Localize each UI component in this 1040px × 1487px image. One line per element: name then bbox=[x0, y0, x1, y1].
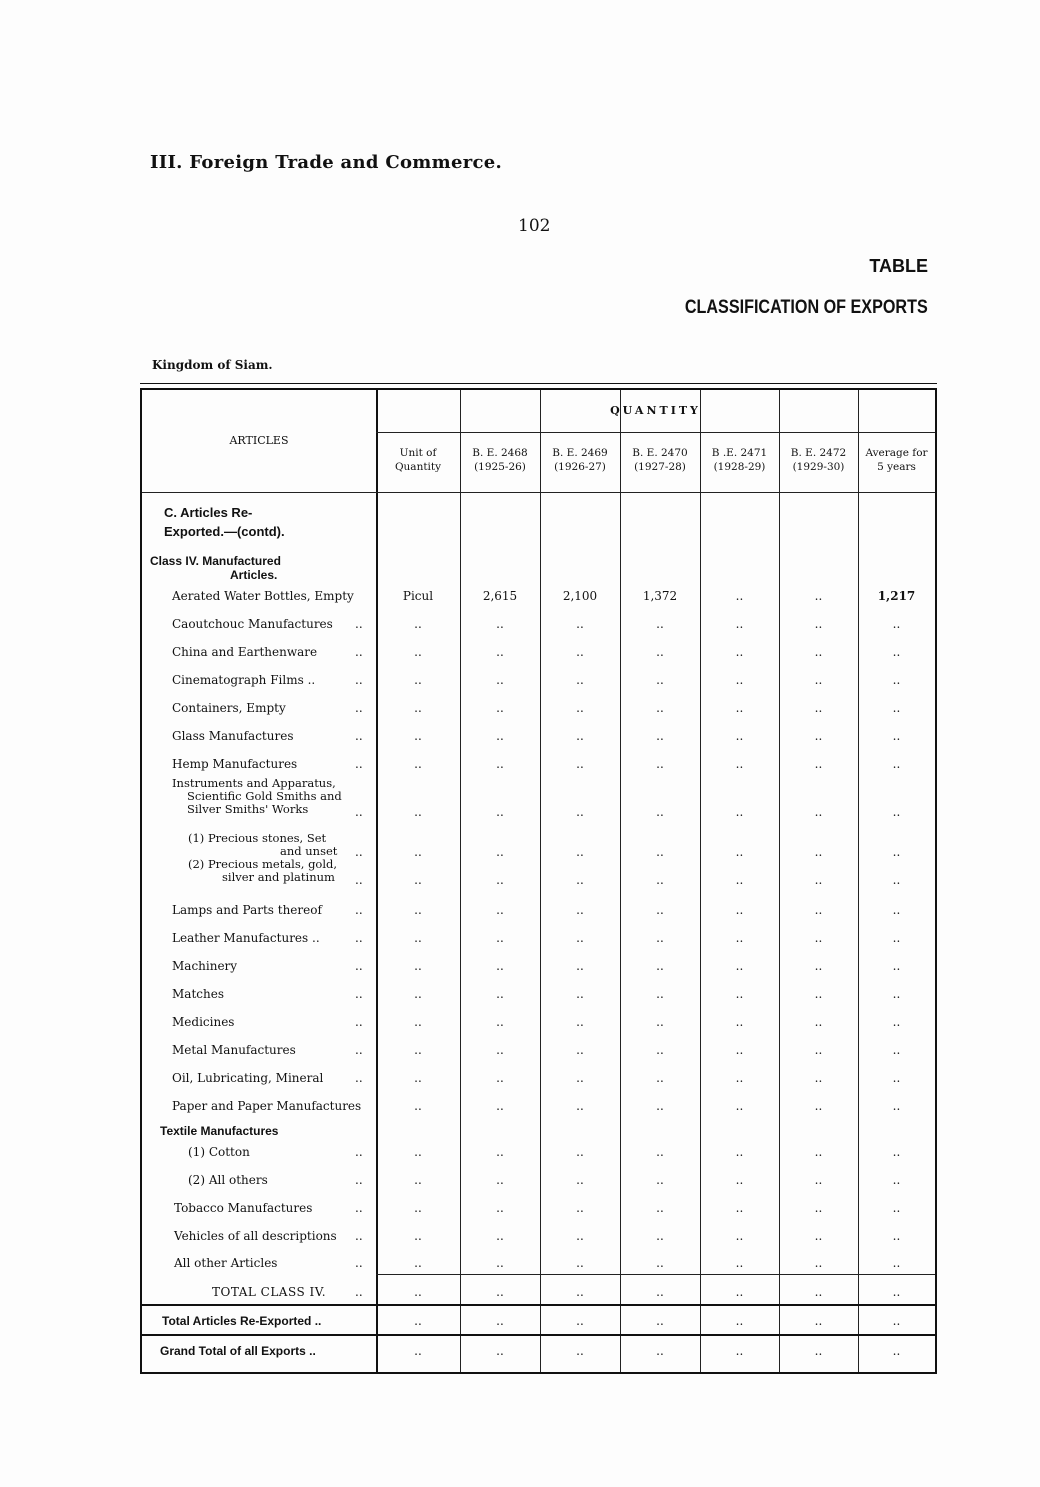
article-label: China and Earthenware bbox=[172, 645, 318, 659]
article-label: silver and platinum bbox=[222, 870, 335, 884]
quantity-cell: .. bbox=[735, 959, 744, 973]
quantity-cell: .. bbox=[735, 1145, 744, 1159]
quantity-cell: .. bbox=[892, 1099, 901, 1113]
quantity-cell: .. bbox=[576, 903, 584, 917]
textile-heading: Textile Manufactures bbox=[160, 1124, 279, 1138]
quantity-cell: .. bbox=[814, 617, 823, 631]
section-title: III. Foreign Trade and Commerce. bbox=[150, 152, 503, 173]
leader-dots: .. bbox=[355, 805, 363, 819]
quantity-cell: .. bbox=[814, 1043, 823, 1057]
quantity-cell: .. bbox=[735, 845, 744, 859]
quantity-cell: .. bbox=[735, 1071, 744, 1085]
quantity-cell: 2,615 bbox=[482, 589, 518, 603]
quantity-cell: .. bbox=[735, 1099, 744, 1113]
quantity-cell: .. bbox=[892, 1145, 901, 1159]
quantity-cell: .. bbox=[496, 617, 504, 631]
leader-dots: .. bbox=[355, 845, 363, 859]
quantity-cell: .. bbox=[735, 805, 744, 819]
quantity-cell: .. bbox=[576, 959, 584, 973]
quantity-cell: .. bbox=[892, 931, 901, 945]
article-label: Oil, Lubricating, Mineral bbox=[172, 1071, 324, 1085]
article-label: Silver Smiths' Works bbox=[187, 802, 309, 816]
leader-dots: .. bbox=[355, 903, 363, 917]
quantity-cell: .. bbox=[576, 1201, 584, 1215]
quantity-cell: .. bbox=[656, 1229, 664, 1243]
quantity-cell: .. bbox=[496, 1173, 504, 1187]
column-header: Unit of Quantity bbox=[394, 447, 442, 473]
quantity-cell: .. bbox=[414, 987, 422, 1001]
quantity-cell: .. bbox=[414, 1015, 422, 1029]
quantity-cell: .. bbox=[814, 645, 823, 659]
quantity-cell: .. bbox=[735, 757, 744, 771]
quantity-cell: .. bbox=[414, 701, 422, 715]
quantity-cell: .. bbox=[656, 1099, 664, 1113]
quantity-cell: .. bbox=[656, 987, 664, 1001]
leader-dots: .. bbox=[355, 959, 363, 973]
quantity-cell: .. bbox=[656, 645, 664, 659]
quantity-cell: .. bbox=[892, 1043, 901, 1057]
quantity-cell: .. bbox=[892, 903, 901, 917]
quantity-cell: .. bbox=[814, 1201, 823, 1215]
article-label: Instruments and Apparatus, bbox=[172, 776, 336, 790]
leader-dots: .. bbox=[355, 1173, 363, 1187]
quantity-cell: .. bbox=[735, 1173, 744, 1187]
table-label: TABLE bbox=[869, 256, 928, 276]
quantity-cell: .. bbox=[814, 959, 823, 973]
class-heading: Articles. bbox=[230, 568, 278, 582]
quantity-cell: .. bbox=[496, 805, 504, 819]
page-number: 102 bbox=[518, 216, 551, 236]
table-title: CLASSIFICATION OF EXPORTS bbox=[685, 297, 928, 318]
total-cell: .. bbox=[414, 1285, 422, 1299]
total-cell: .. bbox=[892, 1285, 901, 1299]
exports-table bbox=[140, 388, 937, 1374]
leader-dots: .. bbox=[355, 1229, 363, 1243]
quantity-cell: .. bbox=[814, 987, 823, 1001]
quantity-cell: .. bbox=[892, 673, 901, 687]
quantity-cell: .. bbox=[496, 1256, 504, 1270]
quantity-cell: .. bbox=[892, 1256, 901, 1270]
section-heading: Exported.—(contd). bbox=[164, 524, 285, 539]
quantity-cell: .. bbox=[414, 1229, 422, 1243]
quantity-cell: .. bbox=[496, 1043, 504, 1057]
quantity-cell: .. bbox=[576, 1043, 584, 1057]
class-heading: Class IV. Manufactured bbox=[150, 554, 281, 568]
quantity-cell: .. bbox=[576, 1099, 584, 1113]
quantity-cell: 2,100 bbox=[562, 589, 598, 603]
leader-dots: .. bbox=[355, 1015, 363, 1029]
grand-total-label: Grand Total of all Exports .. bbox=[160, 1344, 316, 1358]
article-label: Matches bbox=[172, 987, 224, 1001]
quantity-cell: .. bbox=[414, 1071, 422, 1085]
quantity-cell: .. bbox=[496, 729, 504, 743]
quantity-cell: .. bbox=[414, 959, 422, 973]
quantity-cell: .. bbox=[892, 845, 901, 859]
quantity-cell: .. bbox=[814, 1229, 823, 1243]
quantity-cell: .. bbox=[576, 873, 584, 887]
quantity-cell: .. bbox=[414, 845, 422, 859]
quantity-cell: .. bbox=[414, 873, 422, 887]
quantity-cell: .. bbox=[656, 931, 664, 945]
quantity-cell: .. bbox=[892, 729, 901, 743]
quantity-cell: .. bbox=[414, 617, 422, 631]
quantity-cell: .. bbox=[892, 987, 901, 1001]
quantity-cell: .. bbox=[814, 845, 823, 859]
section-heading: C. Articles Re- bbox=[164, 505, 253, 520]
column-header: Average for 5 years bbox=[865, 447, 928, 473]
article-label: (1) Cotton bbox=[188, 1145, 250, 1159]
quantity-cell: .. bbox=[576, 729, 584, 743]
total-cell: .. bbox=[414, 1344, 422, 1358]
article-label: Containers, Empty bbox=[172, 701, 286, 715]
quantity-cell: .. bbox=[496, 1145, 504, 1159]
total-reexported-label: Total Articles Re-Exported .. bbox=[162, 1314, 322, 1328]
leader-dots: .. bbox=[355, 617, 363, 631]
quantity-cell: .. bbox=[735, 729, 744, 743]
quantity-cell: .. bbox=[576, 1145, 584, 1159]
total-cell: .. bbox=[892, 1344, 901, 1358]
quantity-cell: .. bbox=[496, 931, 504, 945]
quantity-cell: .. bbox=[576, 987, 584, 1001]
quantity-cell: .. bbox=[814, 1145, 823, 1159]
quantity-cell: .. bbox=[814, 1256, 823, 1270]
quantity-cell: .. bbox=[576, 1173, 584, 1187]
header-rule bbox=[142, 492, 935, 493]
article-label: and unset bbox=[280, 844, 338, 858]
quantity-cell: .. bbox=[496, 1229, 504, 1243]
quantity-cell: .. bbox=[814, 873, 823, 887]
article-label: (2) All others bbox=[188, 1173, 268, 1187]
total-cell: .. bbox=[414, 1314, 422, 1328]
quantity-cell: .. bbox=[414, 729, 422, 743]
quantity-cell: .. bbox=[496, 873, 504, 887]
total-cell: .. bbox=[496, 1344, 504, 1358]
leader-dots: .. bbox=[355, 729, 363, 743]
article-label: Hemp Manufactures bbox=[172, 757, 298, 771]
quantity-cell: .. bbox=[576, 617, 584, 631]
total-rule bbox=[142, 1304, 935, 1306]
quantity-cell: .. bbox=[735, 701, 744, 715]
article-label: Leather Manufactures .. bbox=[172, 931, 320, 945]
column-header: B. E. 2469 (1926-27) bbox=[552, 447, 608, 473]
quantity-cell: .. bbox=[496, 1071, 504, 1085]
quantity-cell: .. bbox=[892, 1229, 901, 1243]
total-cell: .. bbox=[814, 1314, 823, 1328]
column-header: B. E. 2472 (1929-30) bbox=[790, 447, 847, 473]
total-cell: .. bbox=[656, 1314, 664, 1328]
total-cell: .. bbox=[892, 1314, 901, 1328]
quantity-cell: .. bbox=[496, 1201, 504, 1215]
quantity-cell: .. bbox=[414, 673, 422, 687]
leader-dots: .. bbox=[355, 931, 363, 945]
article-label: Vehicles of all descriptions bbox=[174, 1229, 337, 1243]
quantity-cell: .. bbox=[814, 673, 823, 687]
quantity-cell: .. bbox=[814, 931, 823, 945]
quantity-cell: .. bbox=[735, 1043, 744, 1057]
quantity-cell: .. bbox=[576, 845, 584, 859]
quantity-cell: .. bbox=[814, 1071, 823, 1085]
articles-header: ARTICLES bbox=[229, 434, 289, 447]
column-header: B. E. 2470 (1927-28) bbox=[632, 447, 688, 473]
column-header: B .E. 2471 (1928-29) bbox=[711, 447, 768, 473]
quantity-cell: .. bbox=[814, 805, 823, 819]
quantity-cell: .. bbox=[576, 805, 584, 819]
quantity-cell: .. bbox=[735, 673, 744, 687]
leader-dots: .. bbox=[355, 757, 363, 771]
quantity-cell: .. bbox=[656, 1043, 664, 1057]
quantity-cell: .. bbox=[735, 873, 744, 887]
quantity-cell: .. bbox=[735, 1229, 744, 1243]
leader-dots: .. bbox=[355, 1043, 363, 1057]
article-label: Scientific Gold Smiths and bbox=[187, 789, 342, 803]
quantity-cell: .. bbox=[892, 805, 901, 819]
leader-dots: .. bbox=[355, 1285, 363, 1299]
leader-dots: .. bbox=[355, 1201, 363, 1215]
total-cell: .. bbox=[735, 1285, 744, 1299]
article-label: Lamps and Parts thereof bbox=[172, 903, 322, 917]
column-header: B. E. 2468 (1925-26) bbox=[472, 447, 528, 473]
quantity-cell: .. bbox=[892, 617, 901, 631]
quantity-cell: .. bbox=[656, 701, 664, 715]
quantity-cell: .. bbox=[656, 1071, 664, 1085]
quantity-cell: .. bbox=[656, 1015, 664, 1029]
quantity-cell: .. bbox=[656, 673, 664, 687]
quantity-cell: .. bbox=[892, 701, 901, 715]
article-label: Medicines bbox=[172, 1015, 235, 1029]
quantity-cell: .. bbox=[735, 1256, 744, 1270]
quantity-cell: .. bbox=[414, 645, 422, 659]
total-cell: .. bbox=[656, 1344, 664, 1358]
quantity-cell: .. bbox=[814, 1173, 823, 1187]
quantity-cell: .. bbox=[576, 1256, 584, 1270]
quantity-cell: .. bbox=[656, 805, 664, 819]
total-cell: .. bbox=[496, 1314, 504, 1328]
quantity-cell: .. bbox=[656, 617, 664, 631]
quantity-cell: .. bbox=[735, 1015, 744, 1029]
total-cell: .. bbox=[814, 1344, 823, 1358]
quantity-cell: .. bbox=[414, 903, 422, 917]
total-cell: .. bbox=[496, 1285, 504, 1299]
quantity-cell: .. bbox=[496, 903, 504, 917]
quantity-cell: .. bbox=[414, 1043, 422, 1057]
quantity-cell: 1,372 bbox=[642, 589, 678, 603]
leader-dots: .. bbox=[355, 673, 363, 687]
quantity-cell: .. bbox=[656, 757, 664, 771]
total-cell: .. bbox=[576, 1285, 584, 1299]
quantity-cell: .. bbox=[414, 1145, 422, 1159]
quantity-cell: .. bbox=[814, 589, 823, 603]
quantity-cell: .. bbox=[892, 1071, 901, 1085]
quantity-cell: .. bbox=[656, 1256, 664, 1270]
quantity-cell: .. bbox=[735, 589, 744, 603]
quantity-cell: .. bbox=[414, 757, 422, 771]
quantity-cell: Picul bbox=[402, 589, 434, 603]
quantity-cell: .. bbox=[814, 757, 823, 771]
quantity-cell: .. bbox=[576, 1015, 584, 1029]
kingdom-label: Kingdom of Siam. bbox=[152, 358, 273, 372]
total-cell: .. bbox=[576, 1344, 584, 1358]
quantity-cell: .. bbox=[496, 845, 504, 859]
quantity-cell: .. bbox=[576, 701, 584, 715]
quantity-cell: .. bbox=[496, 959, 504, 973]
total-cell: .. bbox=[576, 1314, 584, 1328]
quantity-cell: .. bbox=[735, 645, 744, 659]
quantity-cell: .. bbox=[892, 873, 901, 887]
quantity-cell: 1,217 bbox=[877, 589, 916, 603]
total-class-label: TOTAL CLASS IV. bbox=[212, 1285, 327, 1299]
quantity-cell: .. bbox=[496, 673, 504, 687]
quantity-cell: .. bbox=[735, 931, 744, 945]
total-cell: .. bbox=[814, 1285, 823, 1299]
quantity-cell: .. bbox=[656, 959, 664, 973]
quantity-cell: .. bbox=[496, 1099, 504, 1113]
quantity-cell: .. bbox=[735, 987, 744, 1001]
quantity-cell: .. bbox=[735, 903, 744, 917]
quantity-cell: .. bbox=[735, 1201, 744, 1215]
quantity-cell: .. bbox=[496, 987, 504, 1001]
article-label: Caoutchouc Manufactures bbox=[172, 617, 333, 631]
quantity-cell: .. bbox=[735, 617, 744, 631]
quantity-cell: .. bbox=[576, 931, 584, 945]
quantity-rule bbox=[376, 432, 935, 433]
quantity-cell: .. bbox=[656, 729, 664, 743]
quantity-cell: .. bbox=[656, 873, 664, 887]
total-rule bbox=[376, 1274, 935, 1275]
quantity-cell: .. bbox=[496, 757, 504, 771]
quantity-cell: .. bbox=[656, 845, 664, 859]
quantity-cell: .. bbox=[814, 1015, 823, 1029]
quantity-cell: .. bbox=[496, 1015, 504, 1029]
quantity-cell: .. bbox=[892, 1015, 901, 1029]
quantity-cell: .. bbox=[656, 1173, 664, 1187]
quantity-cell: .. bbox=[656, 1145, 664, 1159]
leader-dots: .. bbox=[355, 645, 363, 659]
quantity-cell: .. bbox=[814, 729, 823, 743]
quantity-cell: .. bbox=[892, 645, 901, 659]
quantity-cell: .. bbox=[576, 673, 584, 687]
article-label: Cinematograph Films .. bbox=[172, 673, 316, 687]
total-cell: .. bbox=[656, 1285, 664, 1299]
quantity-cell: .. bbox=[414, 1099, 422, 1113]
quantity-cell: .. bbox=[892, 959, 901, 973]
leader-dots: .. bbox=[355, 1145, 363, 1159]
quantity-cell: .. bbox=[892, 757, 901, 771]
leader-dots: .. bbox=[355, 873, 363, 887]
total-cell: .. bbox=[735, 1344, 744, 1358]
quantity-cell: .. bbox=[414, 805, 422, 819]
quantity-cell: .. bbox=[656, 903, 664, 917]
leader-dots: .. bbox=[355, 1071, 363, 1085]
leader-dots: .. bbox=[355, 701, 363, 715]
quantity-cell: .. bbox=[414, 931, 422, 945]
quantity-cell: .. bbox=[892, 1201, 901, 1215]
article-label: Machinery bbox=[172, 959, 238, 973]
total-rule bbox=[142, 1334, 935, 1336]
quantity-cell: .. bbox=[576, 645, 584, 659]
quantity-cell: .. bbox=[576, 1071, 584, 1085]
quantity-header: QUANTITY bbox=[610, 404, 701, 417]
quantity-cell: .. bbox=[892, 1173, 901, 1187]
quantity-cell: .. bbox=[576, 757, 584, 771]
quantity-cell: .. bbox=[656, 1201, 664, 1215]
article-label: Aerated Water Bottles, Empty bbox=[172, 589, 354, 603]
quantity-cell: .. bbox=[576, 1229, 584, 1243]
quantity-cell: .. bbox=[814, 903, 823, 917]
quantity-cell: .. bbox=[496, 645, 504, 659]
top-rule bbox=[140, 383, 937, 384]
quantity-cell: .. bbox=[814, 701, 823, 715]
article-label: Glass Manufactures bbox=[172, 729, 294, 743]
quantity-cell: .. bbox=[814, 1099, 823, 1113]
article-label: Metal Manufactures bbox=[172, 1043, 296, 1057]
quantity-cell: .. bbox=[496, 701, 504, 715]
leader-dots: .. bbox=[355, 1256, 363, 1270]
article-label: Tobacco Manufactures bbox=[174, 1201, 313, 1215]
article-label: (1) Precious stones, Set bbox=[188, 831, 327, 845]
quantity-cell: .. bbox=[414, 1201, 422, 1215]
total-cell: .. bbox=[735, 1314, 744, 1328]
quantity-cell: .. bbox=[414, 1173, 422, 1187]
article-label: (2) Precious metals, gold, bbox=[188, 857, 338, 871]
article-label: Paper and Paper Manufactures bbox=[172, 1099, 362, 1113]
article-label: All other Articles bbox=[174, 1256, 278, 1270]
quantity-cell: .. bbox=[414, 1256, 422, 1270]
leader-dots: .. bbox=[355, 987, 363, 1001]
